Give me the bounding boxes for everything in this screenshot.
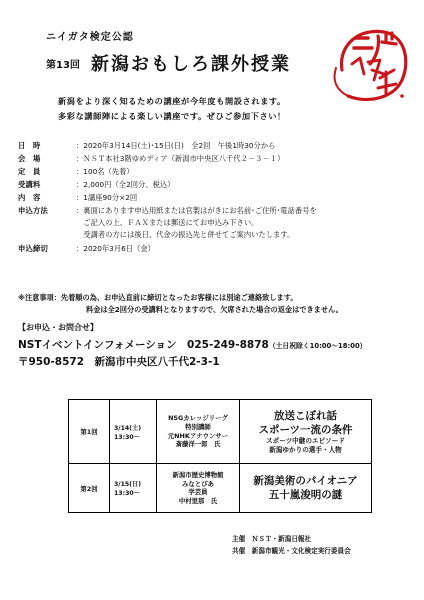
session-date: 3/15(日) bbox=[114, 481, 142, 489]
topic-subline: スポーツ中継のエピソード bbox=[266, 436, 345, 445]
contact-name-phone: NSTイベントインフォメーション 025-249-8878 bbox=[18, 339, 269, 351]
lecturer-line: 中村里那 氏 bbox=[178, 496, 218, 505]
detail-label: 申込締切 bbox=[18, 244, 48, 253]
lecturer-line: 学芸員 bbox=[188, 488, 208, 497]
organizer: 主催 ＮＳＴ・新潟日報社 bbox=[232, 535, 312, 543]
topic-subline: 新潟ゆかりの選手・人物 bbox=[269, 445, 342, 454]
notice-line-2: 料金は全2回分の受講料となりますので、欠席された場合の返金はできません。 bbox=[86, 305, 343, 314]
detail-value: ：1講座90分×2回 bbox=[76, 193, 138, 202]
issue-number: 第13回 bbox=[46, 59, 80, 71]
session-number: 第1回 bbox=[69, 400, 110, 464]
table-row bbox=[69, 464, 372, 513]
detail-label: 定 員 bbox=[18, 167, 41, 176]
lecturer-line: NSGカレッジリーグ bbox=[168, 414, 228, 423]
notice-line-1: ※注意事項：先着順の為、お申込直前に締切となったお客様には別途ご連絡致します。 bbox=[18, 293, 298, 302]
detail-label: 受講料 bbox=[18, 180, 41, 189]
detail-value: ：100名（先着） bbox=[76, 167, 134, 176]
detail-value: ご記入の上、ＦＡＸまたは郵送にてお申込み下さい。 bbox=[76, 218, 259, 227]
detail-row-apply-method bbox=[18, 206, 317, 216]
detail-value: 受講者の方には後日、代金の振込先と併せてご案内いたします。 bbox=[76, 230, 295, 239]
detail-row-datetime bbox=[18, 141, 275, 151]
detail-label: 申込方法 bbox=[18, 206, 48, 215]
session-time: 13:30～ bbox=[114, 433, 140, 441]
niigata-kentei-stamp-logo bbox=[312, 18, 412, 106]
session-datetime bbox=[110, 464, 157, 513]
session-time: 13:30～ bbox=[114, 490, 140, 498]
detail-value: ：ＮＳＴ本社3階ゆめディア（新潟市中央区八千代２－３－１） bbox=[76, 154, 285, 163]
detail-label: 会 場 bbox=[18, 154, 41, 163]
detail-value: ：2020年3月14日(土)･15日(日) 全2回 午後1時30分から bbox=[76, 141, 276, 150]
detail-row-capacity bbox=[18, 167, 134, 177]
contact-address: 〒950-8572 新潟市中央区八千代2-3-1 bbox=[18, 356, 220, 368]
session-lecturer bbox=[157, 464, 240, 513]
session-datetime bbox=[110, 400, 157, 464]
contact-hours: （土日祝除く10:00～18:00） bbox=[268, 342, 367, 350]
detail-value: ：2020年3月6日（金） bbox=[76, 244, 155, 253]
detail-row-content bbox=[18, 193, 137, 203]
detail-label: 内 容 bbox=[18, 193, 41, 202]
schedule-table bbox=[68, 399, 372, 513]
detail-value: ：裏面にあります申込用紙または官製はがきにお名前･ご住所･電話番号を bbox=[76, 206, 317, 215]
top-label: ニイガタ検定公認 bbox=[46, 32, 134, 43]
session-date: 3/14(土) bbox=[114, 424, 142, 432]
lecturer-line: 元NHKアナウンサー bbox=[167, 431, 229, 440]
lecturer-line: 斎藤洋一郎 氏 bbox=[175, 440, 221, 449]
detail-label: 日 時 bbox=[18, 141, 41, 150]
contact-heading: 【お申込・お問合せ】 bbox=[18, 323, 98, 332]
session-number: 第2回 bbox=[69, 464, 110, 513]
detail-row-deadline bbox=[18, 244, 155, 254]
lecturer-line: 新潟市歴史博物館 bbox=[172, 470, 224, 479]
intro-line-1: 新潟をより深く知るための講座が今年度も開設されます。 bbox=[58, 96, 286, 106]
detail-row-fee bbox=[18, 180, 175, 190]
detail-row-apply-method-note bbox=[18, 230, 294, 240]
contact-phone-line bbox=[18, 337, 366, 352]
topic-line: 放送こぼれ話 bbox=[274, 409, 337, 422]
topic-line: スポーツ一流の条件 bbox=[258, 423, 353, 436]
detail-value: ：2,000円（全2回分、税込） bbox=[76, 180, 175, 189]
title-block bbox=[46, 50, 291, 76]
page-title: 新潟おもしろ課外授業 bbox=[91, 54, 292, 75]
topic-line: 五十嵐浚明の謎 bbox=[268, 489, 343, 502]
table-row bbox=[69, 400, 372, 464]
lecturer-line: みなとぴあ bbox=[182, 479, 214, 488]
session-topic bbox=[240, 464, 372, 513]
topic-line: 新潟美術のパイオニア bbox=[253, 475, 358, 488]
co-organizer: 共催 新潟市観光・文化検定実行委員会 bbox=[232, 547, 351, 555]
session-lecturer bbox=[157, 400, 240, 464]
session-topic bbox=[240, 400, 372, 464]
detail-row-venue bbox=[18, 154, 284, 164]
lecturer-line: 特別講師 bbox=[185, 423, 211, 432]
detail-row-apply-method-cont bbox=[18, 218, 258, 228]
intro-line-2: 多彩な講師陣による楽しい講座です。ぜひご参加下さい！ bbox=[58, 111, 286, 121]
